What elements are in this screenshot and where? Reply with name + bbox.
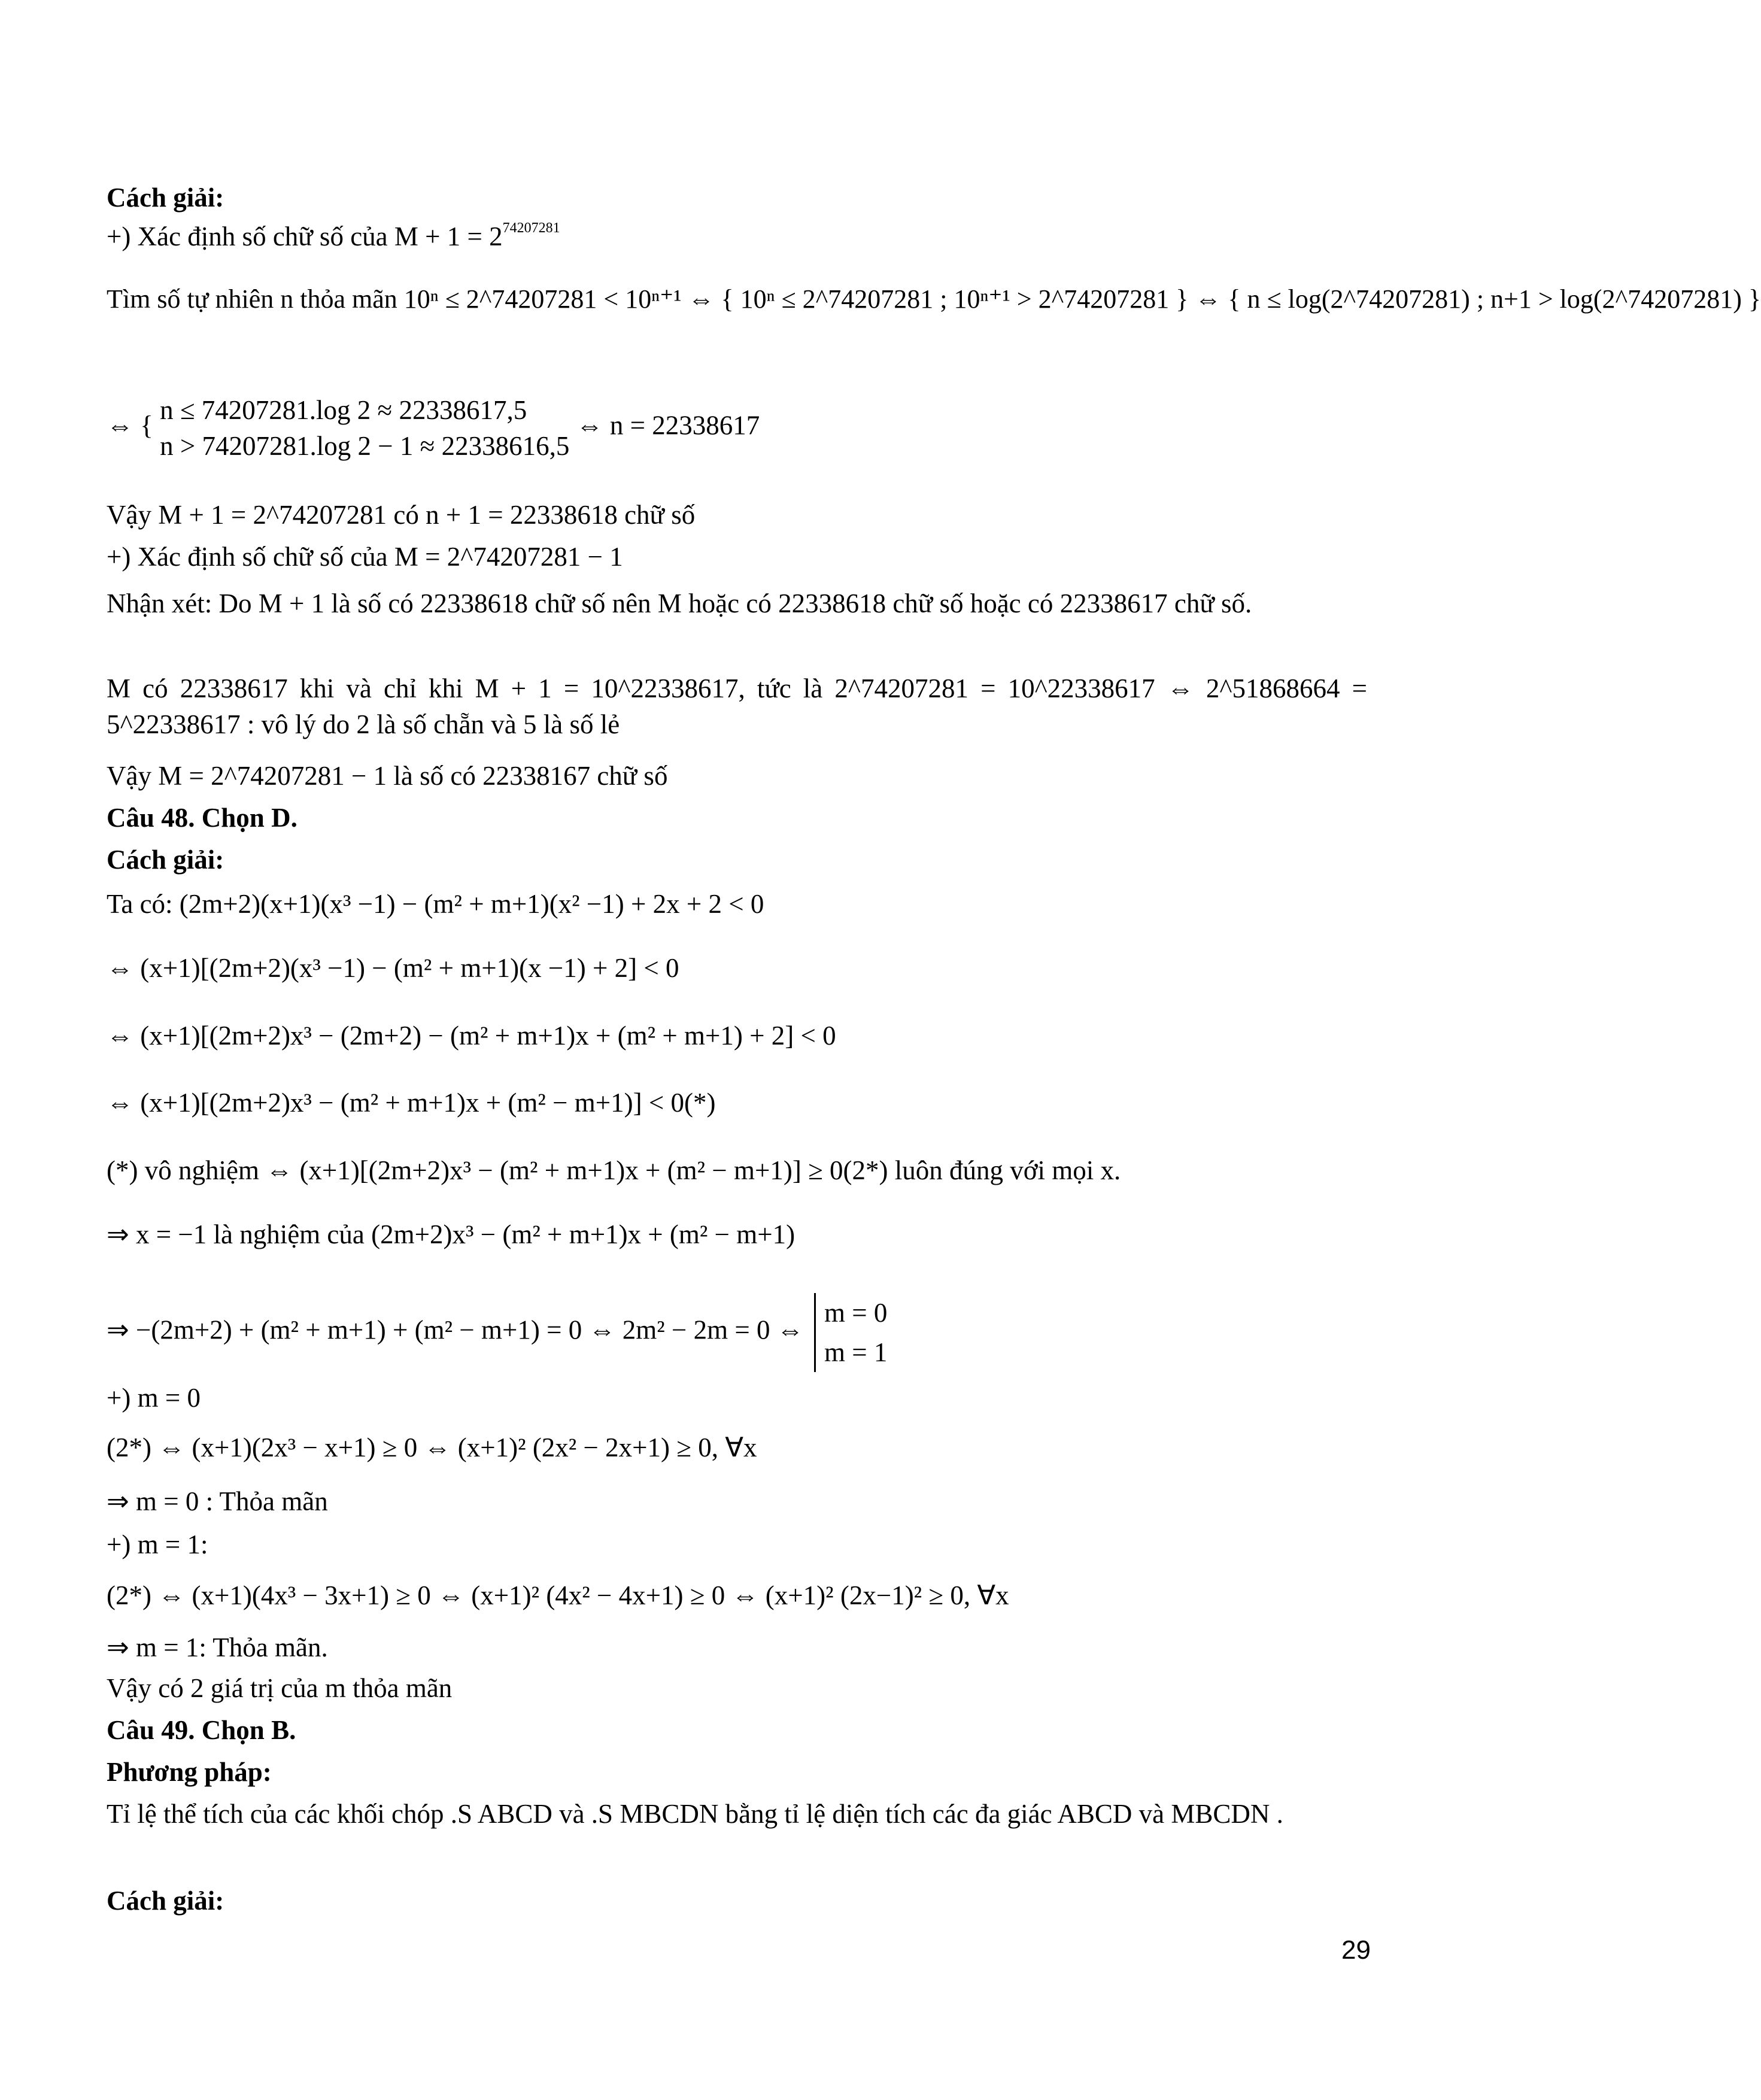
case-row: m = 1 (824, 1337, 888, 1367)
math-line: ⇔ (x+1)[(2m+2)(x³ −1) − (m² + m+1)(x −1) + 2] < 0 (107, 953, 679, 983)
text-span: +) Xác định số chữ số của M + 1 = 2 (107, 221, 503, 251)
math-line: (2*) ⇔ (x+1)(2x³ − x+1) ≥ 0 ⇔ (x+1)² (2x² − 2x+1) ≥ 0, ∀x (107, 1433, 757, 1462)
heading-phuong-phap: Phương pháp: (107, 1757, 272, 1787)
question-heading: Câu 49. Chọn B. (107, 1715, 296, 1745)
math-line: ⇔ (x+1)[(2m+2)x³ − (2m+2) − (m² + m+1)x + (m² + m+1) + 2] < 0 (107, 1021, 836, 1051)
text-line (107, 219, 560, 259)
exponent: 74207281 (502, 220, 560, 236)
math-text: ⇒ −(2m+2) + (m² + m+1) + (m² − m+1) = 0 ⇔ 2m² − 2m = 0 ⇔ (107, 1315, 804, 1345)
math-line: Ta có: (2m+2)(x+1)(x³ −1) − (m² + m+1)(x² −1) + 2x + 2 < 0 (107, 889, 764, 919)
system-row: n > 74207281.log 2 − 1 ≈ 22338616,5 (160, 431, 570, 461)
math-line: (*) vô nghiệm ⇔ (x+1)[(2m+2)x³ − (m² + m+1)x + (m² − m+1)] ≥ 0(2*) luôn đúng với mọi x. (107, 1155, 1121, 1185)
paragraph: M có 22338617 khi và chỉ khi M + 1 = 10^22338617, tức là 2^74207281 = 10^22338617 ⇔ 2^51868664 = 5^22338617 : vô lý do 2 là số chẵn và 5 là số lẻ (107, 673, 1367, 739)
system-row: n ≤ 74207281.log 2 ≈ 22338617,5 (160, 395, 527, 425)
math-line: ⇒ x = −1 là nghiệm của (2m+2)x³ − (m² + m+1)x + (m² − m+1) (107, 1219, 796, 1249)
heading-cach-giai: Cách giải: (107, 845, 224, 875)
result: ⇔ n = 22338617 (576, 410, 760, 441)
math-system: ⇔ { n ≤ 74207281.log 2 ≈ 22338617,5 n > 74207281.log 2 − 1 ≈ 22338616,5 ⇔ n = 22338617 (107, 392, 760, 464)
text-line: Vậy M = 2^74207281 − 1 là số có 22338167 chữ số (107, 761, 668, 791)
paragraph: Nhận xét: Do M + 1 là số có 22338618 chữ số nên M hoặc có 22338618 chữ số hoặc có 22338617 chữ số. (107, 588, 1252, 618)
math-line: ⇔ (x+1)[(2m+2)x³ − (m² + m+1)x + (m² − m+1)] < 0(*) (107, 1088, 716, 1118)
text-line: ⇒ m = 0 : Thỏa mãn (107, 1486, 328, 1516)
heading-cach-giai: Cách giải: (107, 183, 224, 213)
paragraph: Tỉ lệ thể tích của các khối chóp .S ABCD và .S MBCDN bằng tỉ lệ diện tích các đa giác ABCD và MBCDN . (107, 1799, 1283, 1829)
math-line: Tìm số tự nhiên n thỏa mãn 10ⁿ ≤ 2^74207281 < 10ⁿ⁺¹ ⇔ { 10ⁿ ≤ 2^74207281 ; 10ⁿ⁺¹ > 2^74207281 } ⇔ { n ≤ log(2^74207281) ; n+1 > log(2^74207281) } (107, 284, 1761, 314)
text-line: +) Xác định số chữ số của M = 2^74207281 − 1 (107, 542, 623, 572)
text-line: Vậy có 2 giá trị của m thỏa mãn (107, 1673, 453, 1703)
text-line: +) m = 1: (107, 1530, 208, 1559)
page-number: 29 (1341, 1935, 1371, 1965)
math-line: (2*) ⇔ (x+1)(4x³ − 3x+1) ≥ 0 ⇔ (x+1)² (4x² − 4x+1) ≥ 0 ⇔ (x+1)² (2x−1)² ≥ 0, ∀x (107, 1580, 1009, 1610)
question-heading: Câu 48. Chọn D. (107, 803, 297, 833)
text-line: Vậy M + 1 = 2^74207281 có n + 1 = 22338618 chữ số (107, 500, 696, 530)
math-line (107, 1293, 887, 1372)
text-line: +) m = 0 (107, 1383, 201, 1413)
text-line: ⇒ m = 1: Thỏa mãn. (107, 1632, 328, 1662)
case-row: m = 0 (824, 1298, 888, 1328)
heading-cach-giai: Cách giải: (107, 1886, 224, 1916)
